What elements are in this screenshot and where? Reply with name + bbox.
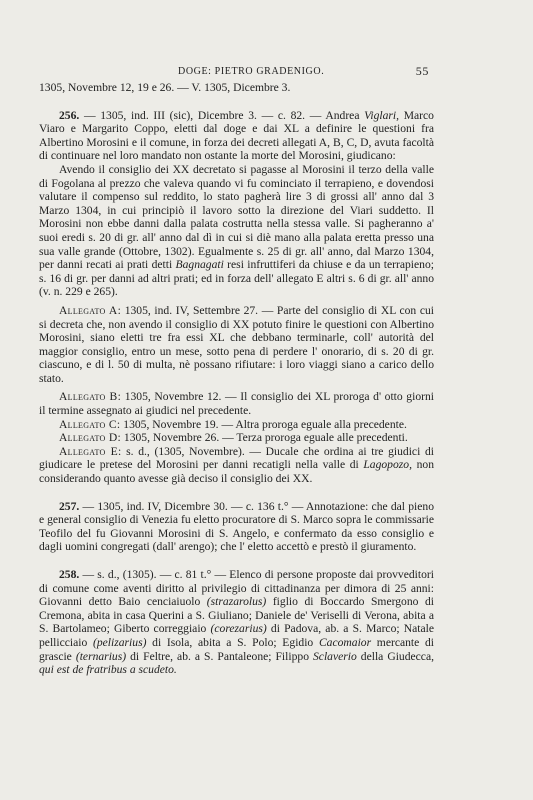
entry-257 bbox=[39, 500, 434, 554]
continuation-line bbox=[39, 81, 434, 95]
entry-number: 258. bbox=[59, 568, 80, 581]
allegato-c bbox=[39, 418, 434, 432]
allegato-d bbox=[39, 431, 434, 445]
entry-text: — 1305, ind. III (sic), Dicembre 3. — c. 82. — Andrea bbox=[79, 108, 365, 122]
allegato-text: 1305, Novembre 26. — Terza proroga eguale alle precedenti. bbox=[121, 431, 408, 445]
allegato-label: Allegato E: bbox=[59, 444, 122, 458]
allegato-text: 1305, Novembre 19. — Altra proroga eguale alla precedente. bbox=[120, 417, 407, 431]
entry-italic: Bagnagati bbox=[175, 258, 224, 272]
allegato-label: Allegato C: bbox=[59, 417, 121, 431]
entry-italic: (strazarolus) bbox=[206, 595, 267, 609]
entry-italic: (pelizarius) bbox=[92, 635, 147, 649]
entry-text: — s. d., (1305). — c. 81 t.° — Elenco di persone proposte dai provveditori di comune come aventi diritto al privilegio di cittadinanza per dimora di 25 anni: Giovanni detto Baio cenciaiuolo bbox=[39, 568, 434, 609]
document-body bbox=[39, 81, 434, 677]
allegato-e bbox=[39, 445, 434, 486]
continuation-text: 1305, Novembre 12, 19 e 26. — V. 1305, Dicembre 3. bbox=[39, 81, 291, 94]
allegato-b bbox=[39, 390, 434, 417]
allegato-text: 1305, Novembre 12. — Il consiglio dei XL proroga d' otto giorni il termine assegnato ai giudici nel precedente. bbox=[39, 390, 434, 418]
entry-italic: qui est de fratribus a scudeto. bbox=[39, 663, 177, 677]
entry-258 bbox=[39, 568, 434, 677]
allegato-text: 1305, ind. IV, Settembre 27. — Parte del consiglio di XL con cui si decreta che, non avendo il consiglio di XX potuto finire le questioni con Albertino Morosini, siano eletti tre fra essi XL che debbano terminarle, coll' autorità del maggior consiglio, entro un mese, sotto pena di perdere l' onorario, di s. 20 di gr. ciascuno, e di l. 50 di multa, nè possano rifiutare: i loro viaggi siano a carico dello stato. bbox=[39, 303, 434, 385]
entry-number: 256. bbox=[59, 108, 80, 122]
allegato-text: s. d., (1305, Novembre). — Ducale che ordina ai tre giudici di giudicare le pretese del Morosini per danni recatigli nella valle di bbox=[39, 444, 434, 472]
entry-text: resi infruttiferi da chiuse e da un terrapieno; s. 16 di gr. per danni ad altri prati; ed in forza dell' allegato E altri s. 6 di gr. all' anno (v. n. 229 e 265). bbox=[39, 258, 434, 299]
page-number: 55 bbox=[415, 64, 429, 78]
entry-256-intro bbox=[39, 109, 434, 163]
allegato-italic: Lagopozo, bbox=[363, 458, 412, 472]
allegato-text: non considerando quanto avesse già deciso il consiglio dei XX. bbox=[39, 458, 434, 486]
entry-italic: (corezarius) bbox=[210, 622, 267, 636]
entry-text: figlio di Boccardo Smergono di Cremona, abita in casa Querini a S. Giuliano; Daniele de' Veriselli di Verona, abita a S. Bartolameo; Giberto correggiaio bbox=[39, 595, 434, 636]
entry-text: di Padova, ab. a S. Marco; Natale pellicciaio bbox=[39, 622, 435, 649]
entry-text: — 1305, ind. IV, Dicembre 30. — c. 136 t.° — Annotazione: che dal pieno e general consiglio di Venezia fu eletto procuratore di S. Marco sopra le commissarie Teofilo del fu Giovanni Morosini di S. Angelo, e confermato da esso consiglio e dagli uomini congregati (dall' arengo); che l' eletto accettò e prestò il giuramento. bbox=[39, 499, 434, 554]
entry-text: Marco Viaro e Margarito Coppo, eletti dal doge e dai XL a definire le questioni fra Albertino Morosini e il comune, in forza dei decreti allegati A, B, C, D, avuta facoltà di continuare nel loro mandato non ostante la morte del Morosini, giudicano: bbox=[39, 108, 434, 163]
entry-number: 257. bbox=[59, 499, 80, 513]
allegato-a bbox=[39, 304, 434, 386]
entry-italic: Viglari, bbox=[364, 108, 400, 122]
entry-italic: Sclaverio bbox=[313, 649, 357, 663]
entry-256-body bbox=[39, 163, 434, 299]
header-title: DOGE: PIETRO GRADENIGO. bbox=[178, 66, 325, 77]
entry-text: della Giudecca, bbox=[356, 649, 435, 663]
entry-italic: (ternarius) bbox=[75, 649, 127, 663]
entry-text: mercante di grascie bbox=[39, 635, 435, 663]
entry-text: di Isola, abita a S. Polo; Egidio bbox=[146, 635, 319, 649]
entry-text: di Feltre, ab. a S. Pantaleone; Filippo bbox=[126, 649, 313, 663]
allegato-label: Allegato D: bbox=[59, 431, 122, 445]
allegato-label: Allegato B: bbox=[59, 390, 122, 404]
allegato-label: Allegato A: bbox=[59, 303, 122, 317]
entry-text: Avendo il consiglio dei XX decretato si pagasse al Morosini il terzo della valle di Fogolana al prezzo che valeva quando vi fu cominciato il terrapieno, e dovendosi valutare il compenso sul reddito, lo stato pagherà lire 3 di grossi all' anno dal 3 Marzo 1304, in cui principiò il lavoro sotto la direzione del Viari suddetto. Il Morosini non ebbe danni dalla palata costrutta nella stessa valle. Si pagheranno a' suoi eredi s. 20 di gr. all' anno dal dì in cui si diè mano alla palata eretta presso una sua valle grande (Ottobre, 1302). Egualmente s. 25 di gr. all' anno, dal Marzo 1304, per danni recati ai prati detti bbox=[39, 162, 434, 272]
entry-italic: Cacomaior bbox=[318, 635, 372, 649]
running-header bbox=[0, 62, 533, 82]
